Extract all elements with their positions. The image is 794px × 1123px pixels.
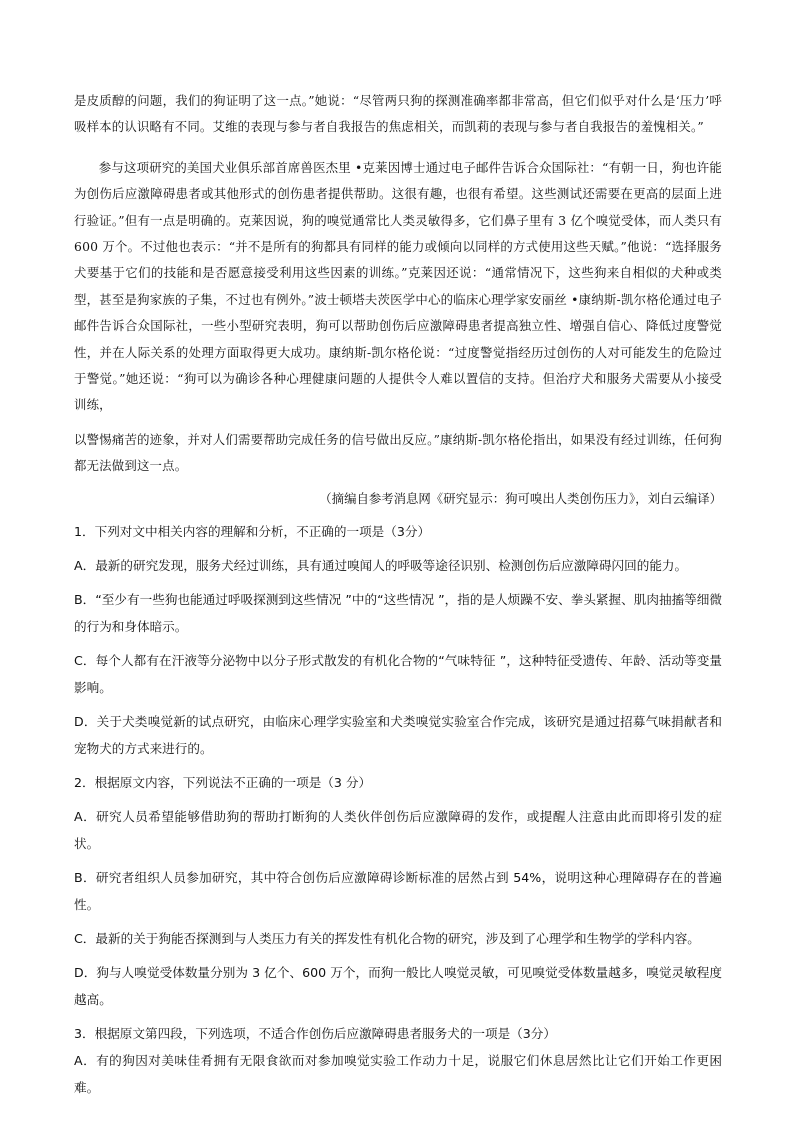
passage-paragraph-2: 参与这项研究的美国犬业俱乐部首席兽医杰里 •克莱因博士通过电子邮件告诉合众国际社：“有朝一日，狗也许能为创伤后应激障碍患者或其他形式的创伤患者提供帮助。这很有趣，也很有希望。这些测试还需要在更高的层面上进行验证。”但有一点是明确的。克莱因说，狗的嗅觉通常比人类灵敏得多，它们鼻子里有 3 亿个嗅觉受体，而人类只有600 万个。不过他也表示：“并不是所有的狗都具有同样的能力或倾向以同样的方式使用这些天赋。”他说：“选择服务犬要基于它们的技能和是否愿意接受利用这些因素的训练。”克莱因还说：“通常情况下，这些狗来自相似的犬种或类型，甚至是狗家族的子集，不过也有例外。”波士顿塔夫茨医学中心的临床心理学家安丽丝 •康纳斯-凯尔格伦通过电子邮件告诉合众国际社，一些小型研究表明，狗可以帮助创伤后应激障碍患者提高独立性、增强自信心、降低过度警觉性，并在人际关系的处理方面取得更大成功。康纳斯-凯尔格伦说：“过度警觉指经历过创伤的人对可能发生的危险过于警觉。”她还说：“狗可以为确诊各种心理健康问题的人提供令人难以置信的支持。但治疗犬和服务犬需要从小接受训练， [74,159,722,413]
question-title: 3．根据原文第四段，下列选项，不适合作创伤后应激障碍患者服务犬的一项是（3分） [74,1025,556,1041]
passage-paragraph-3: 以警惕痛苦的迹象，并对人们需要帮助完成任务的信号做出反应。”康纳斯-凯尔格伦指出，如果没有经过训练，任何狗都无法做到这一点。 [74,431,722,474]
option-a: A．研究人员希望能够借助狗的帮助打断狗的人类伙伴创伤后应激障碍的发作，或提醒人注意由此而即将引发的症状。 [74,808,722,851]
question-title: 1．下列对文中相关内容的理解和分析，不正确的一项是（3分） [74,523,431,539]
option-a: A．最新的研究发现，服务犬经过训练，具有通过嗅闻人的呼吸等途径识别、检测创伤后应激障碍闪回的能力。 [74,557,688,573]
passage-paragraph-1: 是皮质醇的问题，我们的狗证明了这一点。”她说：“尽管两只狗的探测准确率都非常高，但它们似乎对什么是‘压力’呼吸样本的认识略有不同。艾维的表现与参与者自我报告的焦虑相关，而凯莉的表现与参与者自我报告的羞愧相关。” [74,93,722,135]
option-d: D．关于犬类嗅觉新的试点研究，由临床心理学实验室和犬类嗅觉实验室合作完成，该研究是通过招募气味捐献者和宠物犬的方式来进行的。 [74,713,722,756]
question-1 [74,518,722,762]
option-d: D．狗与人嗅觉受体数量分别为 3 亿个、600 万个，而狗一般比人嗅觉灵敏，可见嗅觉受体数量越多，嗅觉灵敏程度越高。 [74,964,722,1007]
source-citation: （摘编自参考消息网《研究显示：狗可嗅出人类创伤压力》，刘白云编译） [319,490,722,506]
question-2 [74,769,722,1013]
question-3 [74,1020,722,1101]
option-a: A．有的狗因对美味佳肴拥有无限食欲而对参加嗅觉实验工作动力十足，说服它们休息居然比让它们开始工作更困难。 [74,1052,722,1095]
question-title: 2．根据原文内容，下列说法不正确的一项是（3 分） [74,774,372,790]
option-b: B．“至少有一些狗也能通过呼吸探测到这些情况 ”中的“这些情况 ”，指的是人烦躁不安、拳头紧握、肌肉抽搐等细微的行为和身体暗示。 [74,591,722,634]
document-page [74,88,722,1101]
option-b: B．研究者组织人员参加研究，其中符合创伤后应激障碍诊断标准的居然占到 54%，说明这种心理障碍存在的普遍性。 [74,869,722,912]
option-c: C．每个人都有在汗液等分泌物中以分子形式散发的有机化合物的“气味特征 ”，这种特征受遗传、年龄、活动等变量影响。 [74,652,722,695]
option-c: C．最新的关于狗能否探测到与人类压力有关的挥发性有机化合物的研究，涉及到了心理学和生物学的学科内容。 [74,930,700,946]
